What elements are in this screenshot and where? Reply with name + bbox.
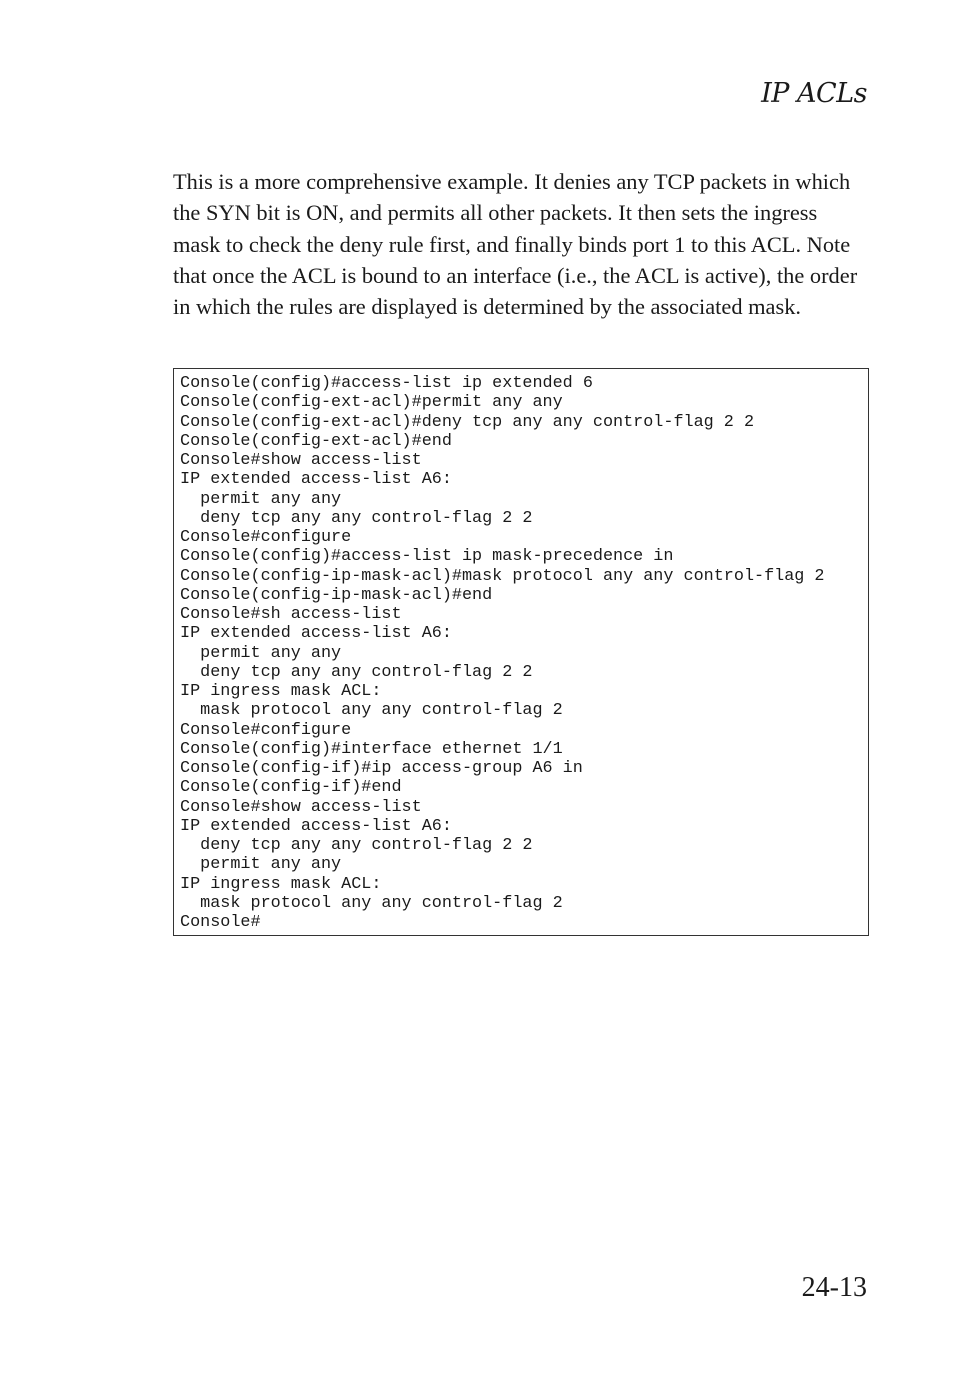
code-line: Console#configure <box>180 720 352 740</box>
code-line: Console#sh access-list <box>180 605 402 624</box>
code-line: Console(config-ip-mask-acl)#mask protocol any any control-flag 2 <box>180 566 825 586</box>
code-line: Console(config-if)#ip access-group A6 in <box>180 759 583 778</box>
code-line: IP extended access-list A6: <box>180 816 452 836</box>
code-line: permit any any <box>180 643 342 663</box>
code-line: mask protocol any any control-flag 2 <box>180 701 563 721</box>
code-line: Console#show access-list <box>180 451 422 470</box>
code-line: Console(config-ext-acl)#permit any any <box>180 393 563 413</box>
code-line: Console(config)#access-list ip mask-precedence in <box>180 547 674 567</box>
code-line: Console# <box>180 913 261 932</box>
code-line: deny tcp any any control-flag 2 2 <box>180 836 533 855</box>
running-header-title: IP ACLs <box>761 78 867 109</box>
page-number: 24-13 <box>801 1272 867 1303</box>
code-line: Console#show access-list <box>180 797 422 817</box>
code-line: deny tcp any any control-flag 2 2 <box>180 508 533 528</box>
body-paragraph: This is a more comprehensive example. It denies any TCP packets in which the SYN bit is ON, and permits all other packets. It then sets the ingress mask to check the deny rule first, and finally binds port 1 to this ACL. Note that once the ACL is bound to an interface (i.e., the ACL is active), the order in which the rules are displayed is determined by the associated mask. <box>173 169 858 320</box>
code-line: Console(config)#interface ethernet 1/1 <box>180 739 563 759</box>
code-line: mask protocol any any control-flag 2 <box>180 893 563 913</box>
code-line: deny tcp any any control-flag 2 2 <box>180 662 533 682</box>
code-line: Console#configure <box>180 528 352 547</box>
code-line: IP ingress mask ACL: <box>180 682 382 701</box>
code-example-box <box>173 368 869 936</box>
code-line: IP extended access-list A6: <box>180 624 452 644</box>
code-line: Console(config-ip-mask-acl)#end <box>180 585 493 605</box>
code-line: permit any any <box>180 855 342 875</box>
code-line: permit any any <box>180 489 342 509</box>
code-line: Console(config-ext-acl)#end <box>180 431 452 451</box>
code-line: Console(config)#access-list ip extended 6 <box>180 374 593 393</box>
code-line: Console(config-if)#end <box>180 778 402 798</box>
code-line: IP extended access-list A6: <box>180 470 452 490</box>
code-line: Console(config-ext-acl)#deny tcp any any control-flag 2 2 <box>180 412 755 432</box>
code-line: IP ingress mask ACL: <box>180 874 382 894</box>
